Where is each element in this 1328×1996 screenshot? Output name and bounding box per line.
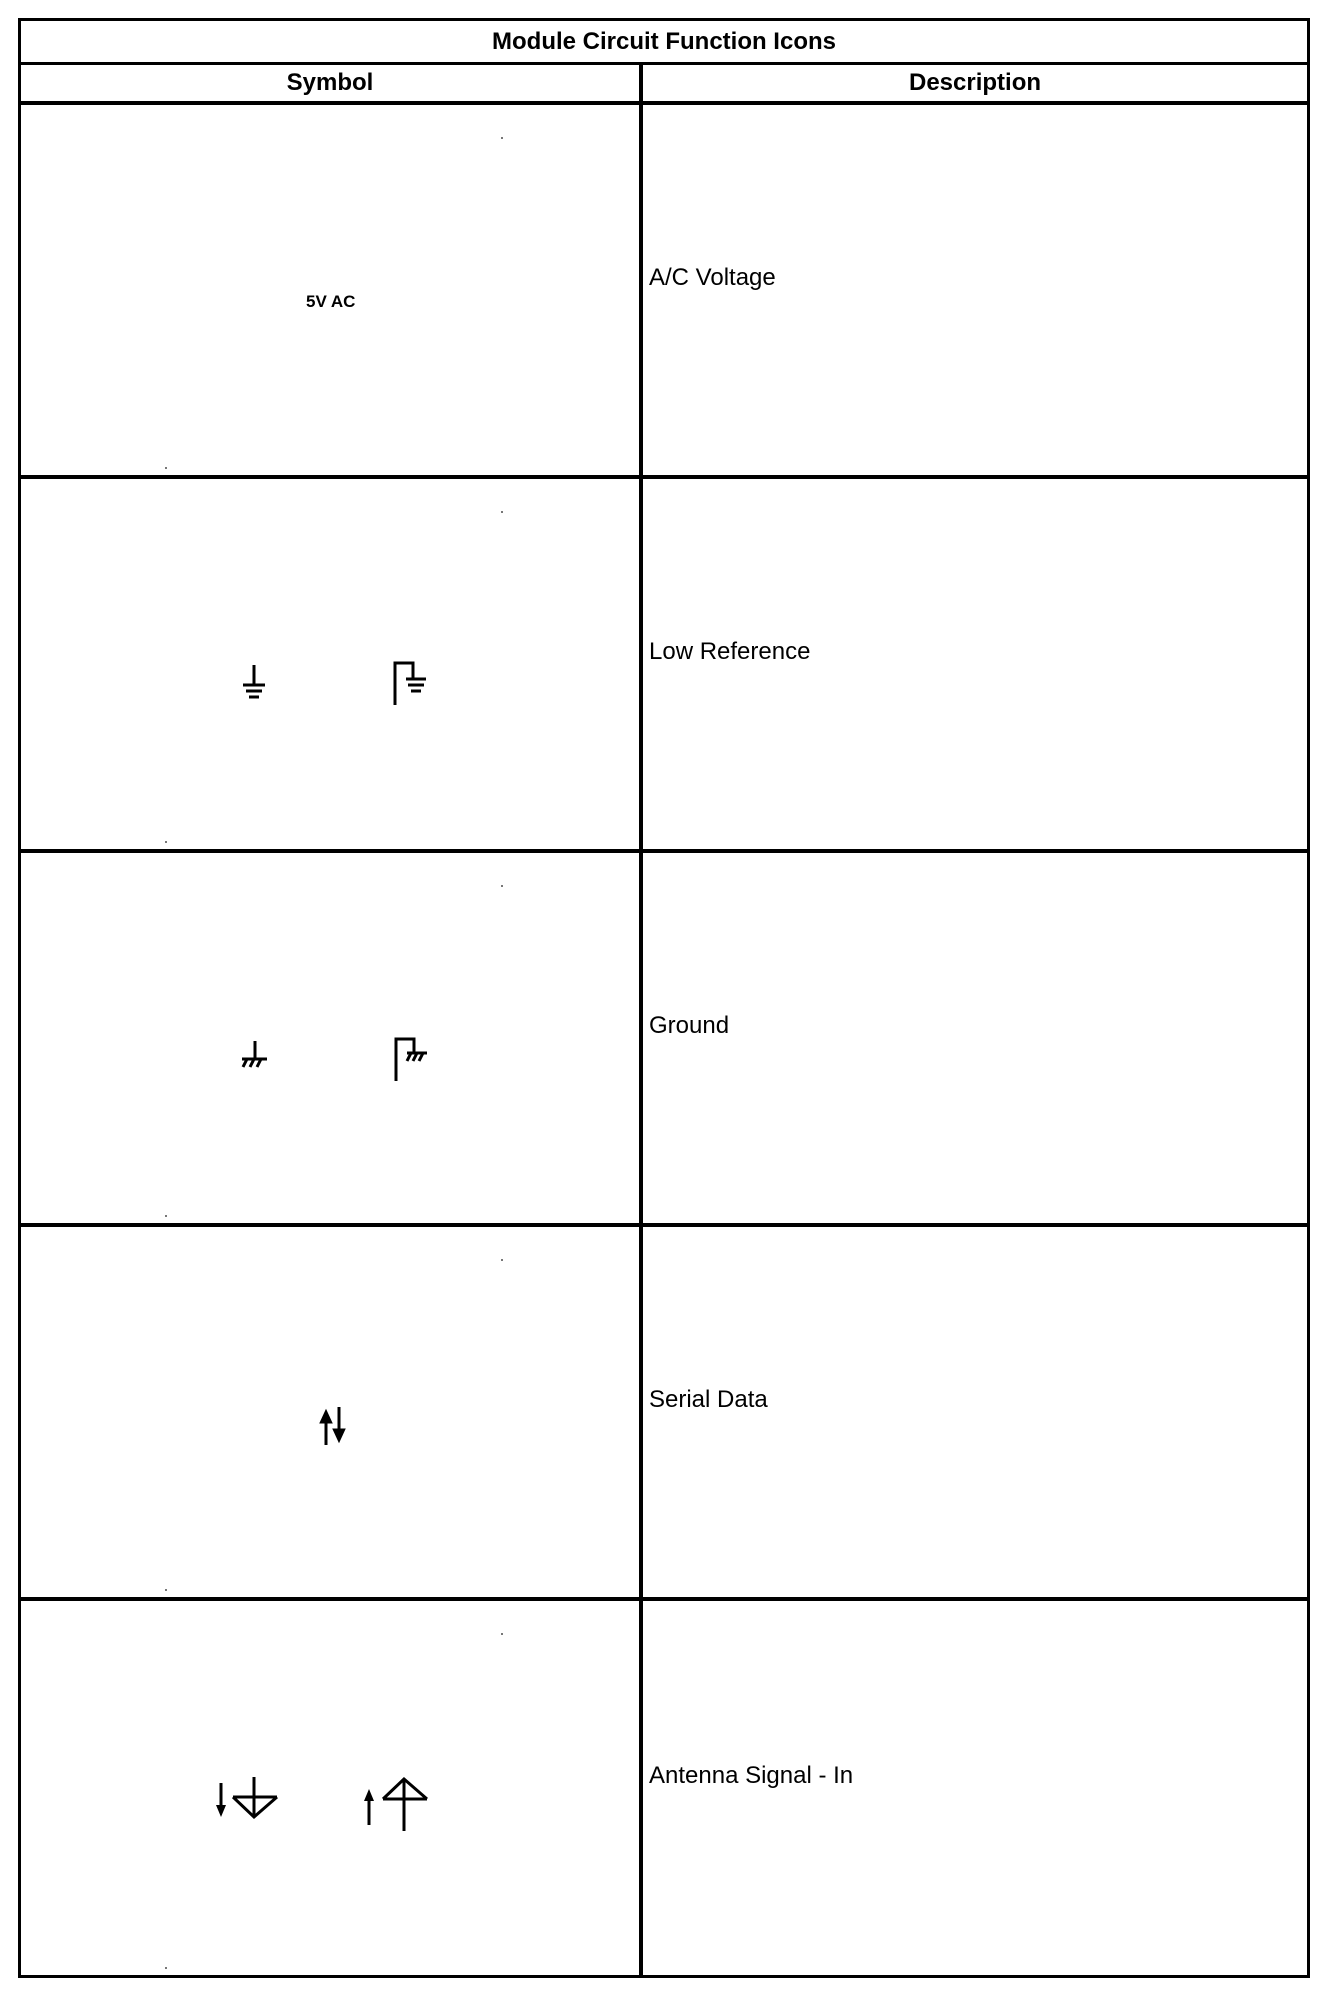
table-title: Module Circuit Function Icons <box>21 21 1307 65</box>
bidirectional-arrows-icon <box>21 1227 639 1597</box>
marker-dot <box>501 137 503 139</box>
antenna-up-icon <box>21 1601 639 1971</box>
marker-dot <box>165 467 167 469</box>
description-text: A/C Voltage <box>649 264 776 291</box>
circuit-icons-table <box>18 18 1310 1978</box>
description-cell <box>643 1227 1307 1597</box>
case-chassis-ground-icon <box>21 853 639 1223</box>
description-cell <box>643 1601 1307 1975</box>
description-text: Low Reference <box>649 638 811 665</box>
table-header-row <box>21 65 1307 105</box>
description-text: Serial Data <box>649 1386 768 1413</box>
table-row-low-reference <box>21 479 1307 853</box>
symbol-cell <box>21 479 643 849</box>
symbol-column-header: Symbol <box>21 65 643 101</box>
table-row-ac-voltage <box>21 105 1307 479</box>
description-text: Ground <box>649 1012 730 1039</box>
description-text: Antenna Signal - In <box>649 1762 854 1789</box>
description-cell <box>643 479 1307 849</box>
description-cell <box>643 105 1307 475</box>
symbol-cell <box>21 853 643 1223</box>
symbol-cell <box>21 1601 643 1975</box>
table-row-serial-data <box>21 1227 1307 1601</box>
symbol-cell <box>21 105 643 475</box>
table-body <box>21 105 1307 1975</box>
symbol-cell <box>21 1227 643 1597</box>
description-cell <box>643 853 1307 1223</box>
table-row-ground <box>21 853 1307 1227</box>
description-column-header: Description <box>908 69 1042 96</box>
case-ground-symbol-icon <box>21 479 639 849</box>
table-row-antenna-signal-in <box>21 1601 1307 1975</box>
ac-voltage-symbol-text: 5V AC <box>306 292 356 311</box>
